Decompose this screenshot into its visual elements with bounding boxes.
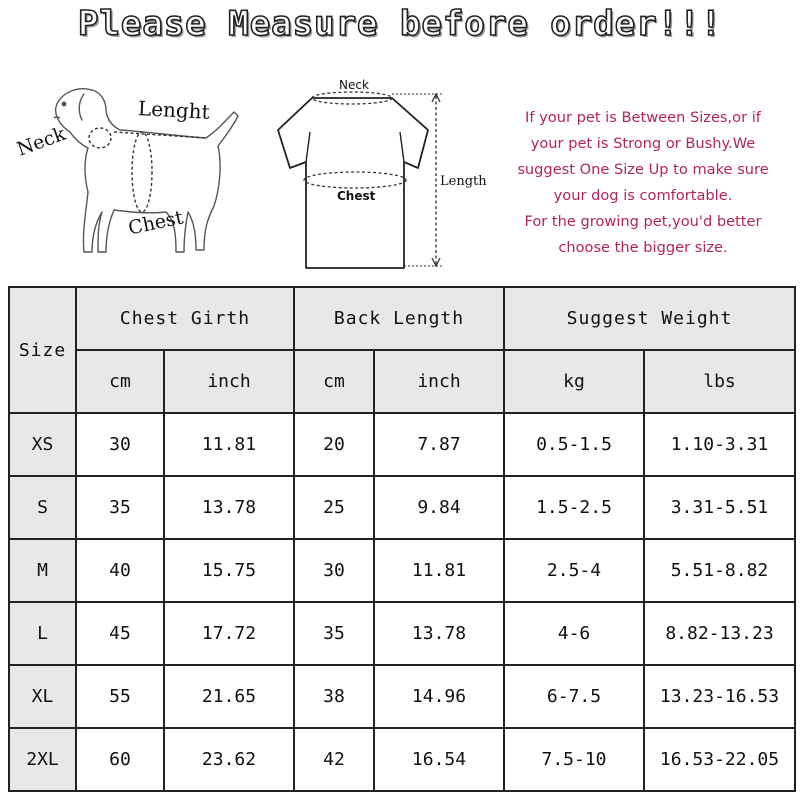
table-cell: 1.5-2.5	[504, 476, 644, 539]
table-cell: 15.75	[164, 539, 294, 602]
table-cell: 7.87	[374, 413, 504, 476]
table-cell: 7.5-10	[504, 728, 644, 791]
header-row-groups	[9, 287, 795, 350]
table-cell: 35	[76, 476, 164, 539]
size-cell: XL	[9, 665, 76, 728]
table-cell: 42	[294, 728, 374, 791]
table-row	[9, 665, 795, 728]
group-header-back-length: Back Length	[294, 287, 504, 350]
advice-line: If your pet is Between Sizes,or if	[525, 109, 761, 126]
unit-header: lbs	[644, 350, 795, 413]
table-cell: 9.84	[374, 476, 504, 539]
advice-line: suggest One Size Up to make sure	[517, 161, 769, 178]
table-row	[9, 476, 795, 539]
length-measure-line	[114, 132, 206, 138]
table-cell: 13.23-16.53	[644, 665, 795, 728]
table-cell: 4-6	[504, 602, 644, 665]
chest-measure-loop	[132, 132, 152, 212]
dog-eye-icon	[62, 102, 67, 107]
table-cell: 30	[76, 413, 164, 476]
dog-label-chest: Chest	[126, 206, 186, 240]
garment-label-neck: Neck	[339, 78, 369, 92]
table-cell: 30	[294, 539, 374, 602]
table-cell: 1.10-3.31	[644, 413, 795, 476]
table-cell: 60	[76, 728, 164, 791]
table-cell: 25	[294, 476, 374, 539]
table-cell: 20	[294, 413, 374, 476]
table-cell: 16.53-22.05	[644, 728, 795, 791]
size-chart-table	[8, 286, 796, 792]
table-cell: 3.31-5.51	[644, 476, 795, 539]
table-cell: 38	[294, 665, 374, 728]
size-cell: XS	[9, 413, 76, 476]
advice-line: your dog is comfortable.	[553, 187, 733, 204]
unit-header: inch	[374, 350, 504, 413]
table-cell: 14.96	[374, 665, 504, 728]
table-row	[9, 539, 795, 602]
unit-header: cm	[294, 350, 374, 413]
neck-measure-loop	[89, 128, 111, 148]
advice-line: your pet is Strong or Bushy.We	[530, 135, 756, 152]
table-cell: 0.5-1.5	[504, 413, 644, 476]
sizing-advice	[502, 105, 784, 261]
table-cell: 16.54	[374, 728, 504, 791]
size-column-header: Size	[9, 287, 76, 413]
size-cell: 2XL	[9, 728, 76, 791]
table-cell: 13.78	[164, 476, 294, 539]
size-cell: L	[9, 602, 76, 665]
garment-measure-diagram	[268, 72, 498, 272]
advice-line: choose the bigger size.	[558, 239, 728, 256]
unit-header: cm	[76, 350, 164, 413]
group-header-chest-girth: Chest Girth	[76, 287, 294, 350]
group-header-suggest-weight: Suggest Weight	[504, 287, 795, 350]
table-cell: 35	[294, 602, 374, 665]
garment-label-length: Length	[440, 174, 487, 189]
unit-header: inch	[164, 350, 294, 413]
table-cell: 40	[76, 539, 164, 602]
table-cell: 6-7.5	[504, 665, 644, 728]
table-cell: 8.82-13.23	[644, 602, 795, 665]
page-headline: Please Measure before order!!!	[77, 4, 723, 44]
table-cell: 2.5-4	[504, 539, 644, 602]
shirt-outline-icon	[278, 98, 428, 268]
dog-measure-diagram	[8, 72, 258, 272]
table-row	[9, 413, 795, 476]
table-cell: 11.81	[164, 413, 294, 476]
garment-chest-loop	[304, 172, 406, 188]
table-cell: 17.72	[164, 602, 294, 665]
garment-label-chest: Chest	[337, 189, 376, 203]
table-cell: 11.81	[374, 539, 504, 602]
table-row	[9, 602, 795, 665]
table-cell: 13.78	[374, 602, 504, 665]
table-cell: 21.65	[164, 665, 294, 728]
size-cell: M	[9, 539, 76, 602]
dog-label-neck: Neck	[14, 122, 69, 161]
dog-label-length: Lenght	[137, 96, 211, 124]
table-cell: 55	[76, 665, 164, 728]
table-cell: 5.51-8.82	[644, 539, 795, 602]
table-cell: 23.62	[164, 728, 294, 791]
unit-header: kg	[504, 350, 644, 413]
table-cell: 45	[76, 602, 164, 665]
size-cell: S	[9, 476, 76, 539]
advice-line: For the growing pet,you'd better	[524, 213, 762, 230]
table-row	[9, 728, 795, 791]
header-row-units	[9, 350, 795, 413]
